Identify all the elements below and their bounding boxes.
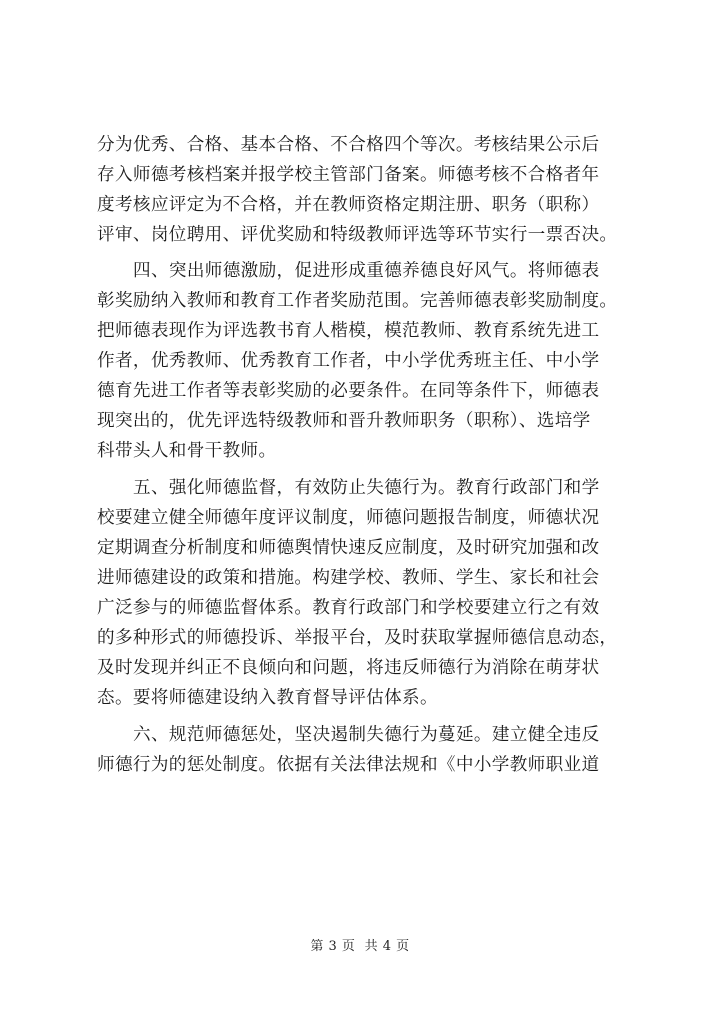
text-line: 广泛参与的师德监督体系。教育行政部门和学校要建立行之有效 [97,598,600,618]
page-number: 第 3 页 共 4 页 [310,939,410,954]
text-line: 进师德建设的政策和措施。构建学校、教师、学生、家长和社会 [97,568,600,588]
page-footer [0,935,720,954]
text-line: 分为优秀、合格、基本合格、不合格四个等次。考核结果公示后 [97,135,600,155]
paragraph-heading-5: 五、强化师德监督，有效防止失德行为。教育行政部门和学 [133,478,600,498]
text-line: 师德行为的惩处制度。依据有关法律法规和《中小学教师职业道 [97,755,600,775]
text-line: 作者，优秀教师、优秀教育工作者，中小学优秀班主任、中小学 [97,351,600,371]
paragraph-heading-4: 四、突出师德激励，促进形成重德养德良好风气。将师德表 [133,261,600,281]
text-line: 德育先进工作者等表彰奖励的必要条件。在同等条件下，师德表 [97,381,600,401]
text-line: 把师德表现作为评选教书育人楷模，模范教师、教育系统先进工 [97,321,600,341]
text-line: 定期调查分析制度和师德舆情快速反应制度，及时研究加强和改 [97,538,600,558]
text-line: 科带头人和骨干教师。 [97,441,277,461]
text-line: 存入师德考核档案并报学校主管部门备案。师德考核不合格者年 [97,165,600,185]
text-line: 评审、岗位聘用、评优奖励和特级教师评选等环节实行一票否决。 [97,225,618,245]
paragraph-heading-6: 六、规范师德惩处，坚决遏制失德行为蔓延。建立健全违反 [133,725,600,745]
text-line: 的多种形式的师德投诉、举报平台，及时获取掌握师德信息动态， [97,628,618,648]
text-line: 现突出的，优先评选特级教师和晋升教师职务（职称）、选培学 [97,411,591,431]
text-line: 彰奖励纳入教师和教育工作者奖励范围。完善师德表彰奖励制度。 [97,291,618,311]
text-line: 校要建立健全师德年度评议制度，师德问题报告制度，师德状况 [97,508,600,528]
text-line: 及时发现并纠正不良倾向和问题，将违反师德行为消除在萌芽状 [97,658,600,678]
text-line: 态。要将师德建设纳入教育督导评估体系。 [97,688,438,708]
text-line: 度考核应评定为不合格，并在教师资格定期注册、职务（职称） [97,195,600,215]
